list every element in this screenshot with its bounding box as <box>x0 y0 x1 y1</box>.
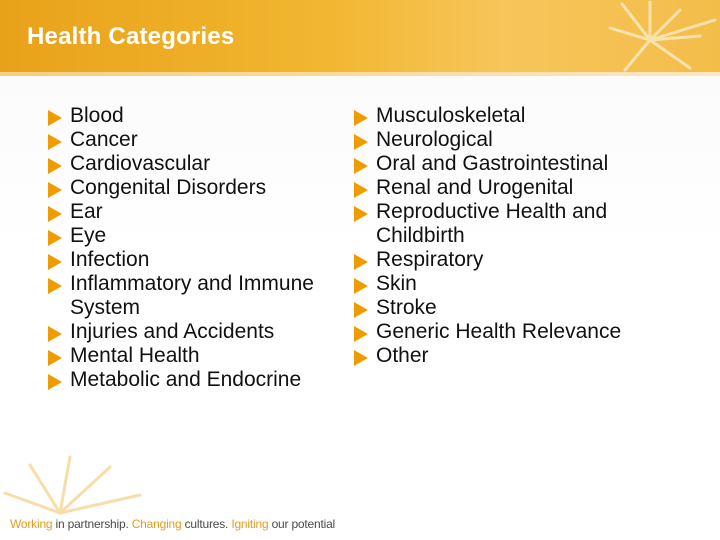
header-bar <box>0 0 720 72</box>
category-item <box>48 344 348 368</box>
category-label: Eye <box>70 224 107 247</box>
category-label: Other <box>376 344 429 367</box>
category-label: Respiratory <box>376 248 484 271</box>
category-label: Renal and Urogenital <box>376 176 574 199</box>
category-item <box>48 320 348 344</box>
category-label: Childbirth <box>376 224 465 247</box>
category-item <box>354 128 684 152</box>
triangle-bullet-icon <box>48 230 62 246</box>
category-label: Generic Health Relevance <box>376 320 622 343</box>
sunburst-icon <box>0 455 260 515</box>
triangle-bullet-icon <box>48 374 62 390</box>
triangle-bullet-icon <box>354 134 368 150</box>
category-label: Ear <box>70 200 103 223</box>
tagline-segment: Changing <box>131 517 182 531</box>
category-item <box>48 224 348 248</box>
category-label: Inflammatory and Immune <box>70 272 314 295</box>
category-item <box>48 248 348 272</box>
triangle-bullet-icon <box>48 350 62 366</box>
category-item <box>48 104 348 128</box>
category-label: Blood <box>70 104 124 127</box>
category-item <box>354 200 684 248</box>
triangle-bullet-icon <box>48 110 62 126</box>
tagline-segment: Working <box>10 517 53 531</box>
triangle-bullet-icon <box>354 302 368 318</box>
category-label: Metabolic and Endocrine <box>70 368 302 391</box>
category-item <box>48 176 348 200</box>
triangle-bullet-icon <box>354 254 368 270</box>
triangle-bullet-icon <box>48 278 62 294</box>
category-item <box>354 248 684 272</box>
triangle-bullet-icon <box>354 278 368 294</box>
category-label: Skin <box>376 272 417 295</box>
triangle-bullet-icon <box>354 158 368 174</box>
category-item <box>48 152 348 176</box>
category-label: Mental Health <box>70 344 200 367</box>
category-label: Cancer <box>70 128 138 151</box>
category-list-left <box>48 104 348 392</box>
category-list-right <box>354 104 684 368</box>
category-item <box>354 152 684 176</box>
triangle-bullet-icon <box>354 350 368 366</box>
category-label: Infection <box>70 248 150 271</box>
tagline-segment: cultures. <box>181 517 232 531</box>
category-item <box>48 272 348 320</box>
triangle-bullet-icon <box>48 182 62 198</box>
category-item <box>48 128 348 152</box>
triangle-bullet-icon <box>354 206 368 222</box>
triangle-bullet-icon <box>48 254 62 270</box>
footer-tagline <box>10 517 335 531</box>
category-item <box>354 296 684 320</box>
category-label: System <box>70 296 141 319</box>
triangle-bullet-icon <box>48 326 62 342</box>
category-label: Neurological <box>376 128 493 151</box>
category-item <box>48 368 348 392</box>
tagline-segment: Igniting <box>231 517 269 531</box>
category-item <box>354 104 684 128</box>
category-label: Cardiovascular <box>70 152 211 175</box>
category-item <box>354 272 684 296</box>
triangle-bullet-icon <box>354 182 368 198</box>
tagline-segment: our potential <box>268 517 336 531</box>
category-label: Injuries and Accidents <box>70 320 275 343</box>
category-item <box>354 320 684 344</box>
triangle-bullet-icon <box>354 326 368 342</box>
category-label: Musculoskeletal <box>376 104 526 127</box>
triangle-bullet-icon <box>48 206 62 222</box>
sunburst-icon <box>540 0 720 72</box>
category-item <box>354 176 684 200</box>
category-label: Oral and Gastrointestinal <box>376 152 609 175</box>
triangle-bullet-icon <box>354 110 368 126</box>
page-title: Health Categories <box>27 23 235 50</box>
category-label: Congenital Disorders <box>70 176 267 199</box>
category-item <box>48 200 348 224</box>
triangle-bullet-icon <box>48 134 62 150</box>
category-label: Stroke <box>376 296 437 319</box>
category-item <box>354 344 684 368</box>
category-label: Reproductive Health and <box>376 200 608 223</box>
tagline-segment: in partnership. <box>52 517 132 531</box>
triangle-bullet-icon <box>48 158 62 174</box>
